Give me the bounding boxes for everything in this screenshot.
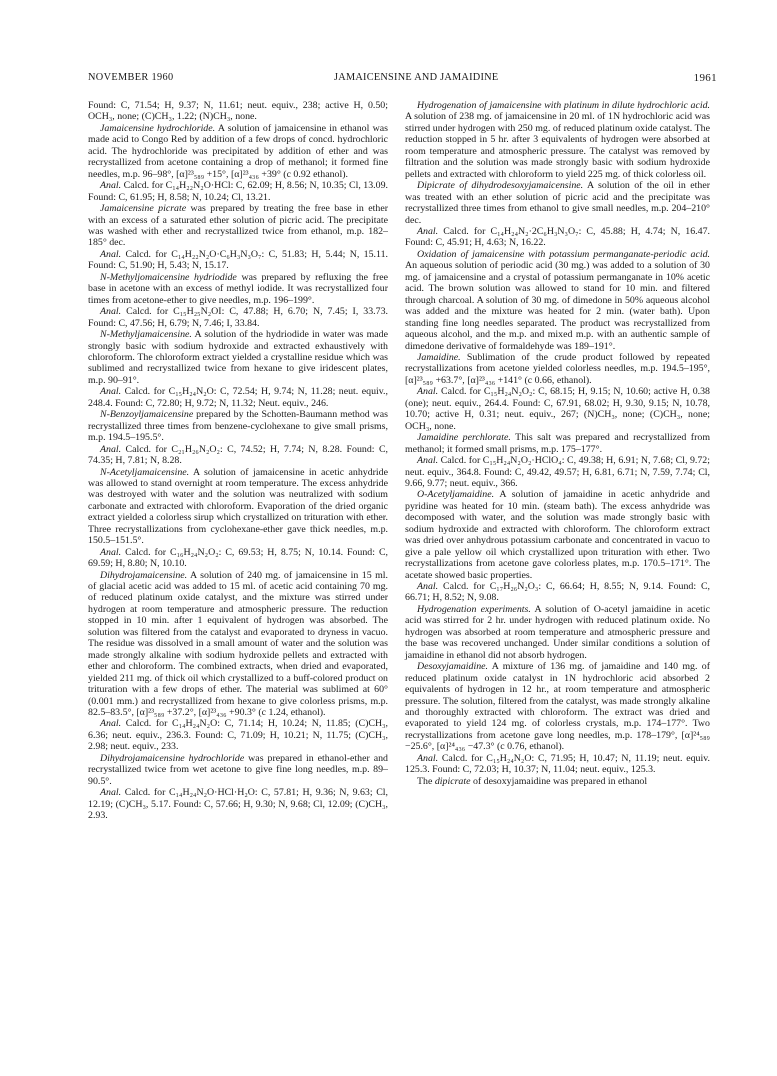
paragraph — [88, 180, 388, 203]
paragraph — [405, 581, 710, 604]
paragraph — [405, 180, 710, 226]
paragraph — [405, 226, 710, 249]
paragraph-text: A solution of 238 mg. of jamaicensine in 20 ml. of 1N hydrochloric acid was stirred under hydrogen with 250 mg. of reduced platinum oxide catalyst. The reduction stopped in 5 hr. after 3 equivalents of hydrogen were absorbed at room temperature and atmospheric pressure. The catalyst was removed by filtration and the solution was made strongly basic with sodium hydroxide pellets and extracted with chloroform to yield 225 mg. of thick colorless oil. — [405, 111, 710, 180]
paragraph — [88, 787, 388, 821]
paragraph — [88, 386, 388, 409]
paragraph — [88, 409, 388, 443]
paragraph-lead: dipicrate — [434, 775, 471, 787]
paragraph-lead: Hydrogenation of jamaicensine with platinum in dilute hydrochloric acid. — [417, 100, 710, 111]
paragraph — [88, 718, 388, 752]
paragraph-text: Calcd. for C₁₄H₂₄N₂·2C₆H₃N₃O₇: C, 45.88; H, 4.74; N, 16.47. Found: C, 45.91; H, 4.63; N, 16.22. — [405, 225, 710, 249]
paragraph-lead: Hydrogenation experiments. — [417, 603, 531, 615]
paragraph-text: Calcd. for C₁₅H₂₅N₂OI: C, 47.88; H, 6.70; N, 7.45; I, 33.73. Found: C, 47.56; H, 6.79; N, 7.46; I, 33.84. — [88, 306, 388, 329]
paragraph-text: Calcd. for C₁₄H₂₄N₂O·HCl·H₂O: C, 57.81; H, 9.36; N, 9.63; Cl, 12.19; (C)CH₃, 5.17. Found: C, 57.66; H, 9.30; N, 9.68; Cl, 12.09; (C)CH₃, 2.93. — [88, 787, 388, 822]
paragraph-lead: Anal. — [100, 386, 122, 398]
paragraph-lead: Anal. — [100, 546, 122, 558]
paragraph-text: A solution of the hydriodide in water was made strongly basic with sodium hydroxide and extracted exhaustively with chloroform. The chloroform extract yielded a crystalline residue which was sublimed and recrystallized twice from hexane to give iridescent plates, m.p. 90–91°. — [88, 329, 388, 386]
paragraph-text: An aqueous solution of periodic acid (30 mg.) was added to a solution of 30 mg. of jamaicensine and a crystal of potassium permanganate in 10% acetic acid. The brown solution was allowed to stand for 10 min. and filtered through charcoal. A solution of 30 mg. of dimedone in 50% aqueous alcohol was added and the mixture was heated for 2 min. (water bath). Upon standing fine long needles separated. The product was recrystallized from aqueous alcohol, and the m.p. and mixed m.p. with an authentic sample of dimedone derivative of formaldehyde was 189–191°. — [405, 260, 710, 352]
paragraph — [88, 444, 388, 467]
paragraph — [405, 753, 710, 776]
paragraph-lead: Jamaidine. — [417, 351, 461, 363]
paragraph — [405, 352, 710, 386]
paragraph-text: A solution of jamaidine in acetic anhydride and pyridine was heated for 10 min. (steam bath). The excess anhydride was decomposed with water, and the solution was made strongly basic with sodium hydroxide and extracted with chloroform. The chloroform extract was dried over anhydrous potassium carbonate and concentrated in vacuo to give a pale yellow oil which crystallized upon trituration with ether. Two recrystallizations from acetone gave colorless plates, m.p. 170.5–171°. The acetate showed basic properties. — [405, 489, 710, 581]
paragraph-lead: Anal. — [417, 455, 439, 467]
paragraph-text: Calcd. for C₁₅H₂₄N₂O₂·HClO₄: C, 49.38; H, 6.91; N, 7.68; Cl, 9.72; neut. equiv., 364.8. Found: C, 49.42, 49.57; H, 6.81, 6.71; N, 7.59, 7.74; Cl, 9.66, 9.77; neut. equiv., 366. — [405, 455, 710, 489]
paragraph-text: Calcd. for C₁₄H₂₂N₂O·HCl: C, 62.09; H, 8.56; N, 10.35; Cl, 13.09. Found: C, 61.95; H, 8.58; N, 10.24; Cl, 13.21. — [88, 180, 388, 203]
paragraph — [405, 489, 710, 581]
paragraph-lead: Anal. — [417, 752, 439, 764]
paragraph-lead: Anal. — [100, 787, 122, 799]
paragraph — [405, 776, 710, 787]
page-number: 1961 — [693, 72, 717, 84]
paragraph-text: of desoxyjamaidine was prepared in ethanol — [470, 775, 648, 787]
paragraph-lead: N-Methyljamaicensine. — [100, 329, 192, 341]
paragraph-text: A solution of the oil in ether was treated with an ether solution of picric acid and the precipitate was recrystallized three times from ethanol to give small needles, m.p. 204–210° dec. — [405, 180, 710, 226]
paragraph — [88, 123, 388, 180]
issue-date: NOVEMBER 1960 — [88, 72, 174, 83]
paragraph-text: was prepared by refluxing the free base in acetone with an excess of methyl iodide. It was recrystallized four times from acetone-ether to give needles, m.p. 196–199°. — [88, 271, 389, 306]
paragraph-text: Calcd. for C₂₁H₂₆N₂O₂: C, 74.52; H, 7.74; N, 8.28. Found: C, 74.35; H, 7.81; N, 8.28. — [88, 443, 388, 467]
left-column — [88, 100, 388, 822]
paragraph — [405, 432, 710, 455]
paragraph-text: Sublimation of the crude product followed by repeated recrystallizations from acetone yielded colorless needles, m.p. 194.5–195°, [α]²³₅₈₉ +63.7°, [α]²³₄₃₆ +141° (c 0.66, ethanol). — [405, 351, 710, 386]
paragraph — [88, 203, 388, 249]
paragraph-lead: O-Acetyljamaidine. — [417, 489, 495, 501]
paragraph — [88, 272, 388, 306]
paragraph-text: A mixture of 136 mg. of jamaidine and 140 mg. of reduced platinum oxide catalyst in 1N hydrochloric acid absorbed 2 equivalents of hydrogen in 12 hr., at room temperature and atmospheric pressure. The solution, filtered from the catalyst, was made strongly alkaline and thoroughly extracted with chloroform. The extract was dried and evaporated to yield 124 mg. of colorless crystals, m.p. 174–177°. Two recrystallizations from acetone gave long needles, m.p. 178–179°, [α]²⁴₅₈₉ −25.6°, [α]²⁴₄₃₆ −47.3° (c 0.76, ethanol). — [405, 661, 710, 753]
paragraph-lead: N-Methyljomaicensine hydriodide — [100, 271, 237, 283]
paragraph-text: A solution of jamaicensine in acetic anhydride was allowed to stand overnight at room temperature. The excess anhydride was destroyed with water and the solution was neutralized with sodium carbonate and extracted with chloroform. Evaporation of the dried organic extract yielded a colorless sirup which crystallized on trituration with ether. Three recrystallizations from cyclohexane-ether gave thick needles, m.p. 150.5–151.5°. — [88, 466, 388, 547]
paragraph — [405, 386, 710, 432]
paragraph-lead: Anal. — [417, 386, 439, 398]
paragraph-text: A solution of 240 mg. of jamaicensine in 15 ml. of glacial acetic acid was added to 15 ml. of acetic acid containing 70 mg. of reduced platinum oxide catalyst, and the mixture was stirred under hydrogen at room temperature and atmospheric pressure. The reduction stopped in 10 min. after 1 equivalent of hydrogen was absorbed. The solution was filtered from the catalyst and evaporated to dryness in vacuo. The residue was dissolved in a small amount of water and the solution was made strongly alkaline with sodium hydroxide pellets and extracted with ether and chloroform. The combined extracts, when dried and evaporated, yielded 211 mg. of thick oil which crystallized to a buff-colored product on trituration with a few drops of ether. The material was sublimed at 60° (0.001 mm.) and recrystallized from hexane to give colorless prisms, m.p. 82.5–83.5°, [α]²³₅₈₉ +37.2°, [α]²³₄₃₆ +90.3° (c 1.24, ethanol). — [88, 569, 388, 719]
paragraph — [405, 661, 710, 753]
right-column — [405, 100, 710, 787]
paragraph — [88, 100, 388, 123]
paragraph-lead: Jamaicensine hydrochloride. — [100, 122, 216, 134]
running-head — [88, 72, 717, 86]
paragraph-text: Calcd. for C₁₅H₂₄N₂O: C, 72.54; H, 9.74; N, 11.28; neut. equiv., 248.4. Found: C, 72.80; H, 9.72; N, 11.32; Neut. equiv., 246. — [88, 386, 388, 409]
paragraph-lead: Anal. — [100, 180, 122, 192]
paragraph — [88, 547, 388, 570]
running-title: JAMAICENSINE AND JAMAIDINE — [334, 72, 499, 83]
paragraph-text: Calcd. for C₁₄H₂₂N₂O·C₆H₃N₃O₇: C, 51.83; H, 5.44; N, 15.11. Found: C, 51.90; H, 5.43; N, 15.17. — [88, 248, 388, 272]
paragraph-lead: Desoxyjamaidine. — [417, 661, 489, 673]
paragraph-lead: Anal. — [417, 581, 439, 593]
paragraph-text: prepared by the Schotten-Baumann method was recrystallized three times from benzene-cyclohexane to give small prisms, m.p. 194.5–195.5°. — [88, 409, 388, 444]
paragraph-text: A solution of jamaicensine in ethanol was made acid to Congo Red by addition of a few drops of concd. hydrochloric acid. The hydrochloride was precipitated by addition of ether and was recrystallized from acetone containing a drop of methanol; it formed fine needles, m.p. 96–98°, [α]²³₅₈₉ +15°, [α]²³₄₃₆ +39° (c 0.92 ethanol). — [88, 122, 388, 180]
paragraph-lead: Dihydrojamaicensine. — [100, 569, 188, 581]
paragraph-lead: Anal. — [417, 225, 439, 237]
paragraph-text: A solution of O-acetyl jamaidine in acetic acid was stirred for 2 hr. under hydrogen with reduced platinum oxide. No hydrogen was absorbed at room temperature and atmospheric pressure and the base was recovered unchanged. Under similar conditions a solution of jamaidine in ethanol did not absorb hydrogen. — [405, 603, 710, 661]
paragraph-lead: Dipicrate of dihydrodesoxyjamaicensine. — [417, 180, 584, 192]
paragraph — [88, 570, 388, 719]
paragraph-lead: N-Acetyljamaicensine. — [100, 466, 190, 478]
paragraph-text: Calcd. for C₁₅H₂₄N₂O: C, 71.95; H, 10.47; N, 11.19; neut. equiv. 125.3. Found: C, 72.03; H, 10.37; N, 11.04; neut. equiv., 125.3. — [405, 752, 710, 776]
paragraph — [88, 753, 388, 787]
paragraph-text: Calcd. for C₁₄H₂₄N₂O: C, 71.14; H, 10.24; N, 11.85; (C)CH₃, 6.36; neut. equiv., 236.3. Found: C, 71.09; H, 10.21; N, 11.75; (C)CH₃, 2.98; neut. equiv., 233. — [88, 718, 388, 753]
paragraph-lead: Oxidation of jamaicensine with potassium permanganate-periodic acid. — [417, 248, 710, 260]
paragraph-lead: Anal. — [100, 443, 122, 455]
paragraph-lead: Jamaicensine picrate — [100, 203, 187, 215]
paragraph-text: was prepared by treating the free base in ether with an excess of a saturated ether solution of picric acid. The precipitate was washed with ether and recrystallized twice from ethanol, m.p. 182–185° dec. — [88, 203, 388, 249]
paragraph-lead: N-Benzoyljamaicensine — [100, 409, 194, 421]
paragraph-lead: Dihydrojamaicensine hydrochloride — [100, 752, 245, 764]
paragraph-lead: Anal. — [100, 718, 122, 730]
paragraph — [88, 249, 388, 272]
paragraph — [405, 249, 710, 352]
paragraph — [88, 306, 388, 329]
paragraph-text: This salt was prepared and recrystallized from methanol; it formed small prisms, m.p. 175–177°. — [405, 432, 711, 455]
paragraph-lead: Anal. — [100, 248, 122, 260]
paragraph-lead: Anal. — [100, 306, 122, 318]
paragraph-text: was prepared in ethanol-ether and recrystallized twice from wet acetone to give fine long needles, m.p. 89–90.5°. — [88, 752, 388, 787]
paragraph — [88, 329, 388, 386]
paragraph-text: Calcd. for C₁₇H₂₆N₂O₃: C, 66.64; H, 8.55; N, 9.14. Found: C, 66.71; H, 8.52; N, 9.08. — [405, 581, 710, 604]
paragraph — [405, 100, 710, 180]
paragraph-lead: Jamaidine perchlorate. — [417, 432, 511, 444]
paragraph-text: Calcd. for C₁₆H₂₄N₂O₂: C, 69.53; H, 8.75; N, 10.14. Found: C, 69.59; H, 8.80; N, 10.10. — [88, 546, 388, 570]
paragraph — [88, 467, 388, 547]
paragraph — [405, 455, 710, 489]
paragraph-text: Found: C, 71.54; H, 9.37; N, 11.61; neut. equiv., 238; active H, 0.50; OCH₃, none; (C)CH₃, 1.22; (N)CH₃, none. — [88, 100, 388, 123]
paragraph — [405, 604, 710, 661]
paragraph-prefix: The — [417, 775, 435, 787]
paragraph-text: Calcd. for C₁₅H₂₄N₂O₂: C, 68.15; H, 9.15; N, 10.60; active H, 0.38 (one); neut. equiv., 264.4. Found: C, 67.91, 68.02; H, 9.30, 9.15; N, 10.78, 10.70; active H, 0.31; neut. equiv., 267; (N)CH₃, none; (C)CH₃, none; OCH₃, none. — [405, 386, 710, 432]
